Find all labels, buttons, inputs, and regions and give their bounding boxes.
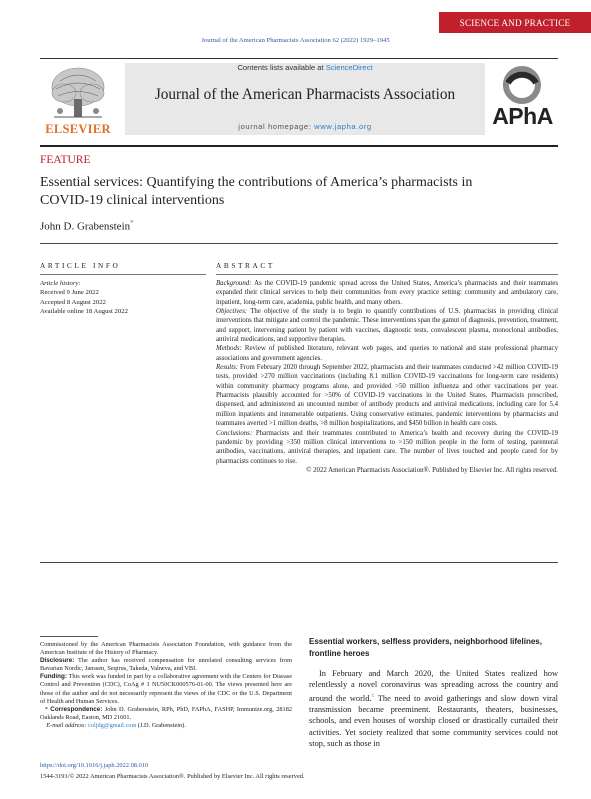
received-date: Received 9 June 2022 [40,289,99,297]
conclusions-text: Pharmacists and their teammates contributed to America’s health and recovery during the COVID-19 pandemic by providing >350 million clinical interventions to >150 million people in the form of testing, parenteral antibodies, vaccinations, antiviral therapies, and inpatient care. The number of lives touched and people cared for by pharmacists continues to rise. [216,429,558,465]
article-info-rule [40,274,206,275]
abstract-conclusions [216,429,558,466]
abstract-heading: ABSTRACT [216,261,275,270]
funding-text: This work was funded in part by a collaborative agreement with the Centers for Disease Control and Prevention (CDC), CoAg # 1 NU50CK000576-01-00. The views presented here are those of the author and do not necessarily represent the views of the CDC or the U.S. Department of Health and Human Services. [40,673,292,705]
issn-copyright: 1544-3191/© 2022 American Pharmacists Association®. Published by Elsevier Inc. All rights reserved. [40,773,305,780]
correspondence-label: Correspondence: [50,705,103,713]
abstract-divider [40,562,558,563]
body-paragraph [309,668,558,750]
footnotes [40,641,292,730]
abstract-copyright: © 2022 American Pharmacists Association®. Published by Elsevier Inc. All rights reserved. [306,466,558,474]
disclosure-label: Disclosure: [40,657,75,665]
contents-line [125,63,485,72]
email-suffix: (J.D. Grabenstein). [137,721,186,729]
abstract-methods [216,344,558,363]
header-divider [40,243,558,244]
elsevier-wordmark: ELSEVIER [45,122,111,136]
footnote-email [40,722,292,730]
abstract-objectives [216,307,558,344]
footnote-commissioned: Commissioned by the American Pharmacists Association Foundation, with guidance from the American Institute of the History of Pharmacy. [40,641,292,657]
contents-prefix: Contents lists available at [237,63,324,72]
reference-1[interactable]: 1 [371,692,375,699]
online-date: Available online 18 August 2022 [40,308,128,316]
footnote-disclosure [40,657,292,673]
email-label: E-mail address: [46,721,87,729]
homepage-prefix: journal homepage: [238,122,312,131]
footnote-rule [40,636,98,637]
disclosure-text: The author has received compensation for unrelated consulting services from Bavarian Nordic, Janssen, Seqirus, Takeda, Valneva, and VBI. [40,657,293,673]
journal-title: Journal of the American Pharmacists Association [154,86,456,103]
abstract-background [216,279,558,307]
section-heading: Essential workers, selfless providers, neighborhood lifelines, frontline heroes [309,637,542,658]
email-link[interactable]: coljdg@gmail.com [88,721,137,729]
homepage-link[interactable]: www.japha.org [314,122,372,131]
masthead-divider [40,145,558,147]
para-start: In February and March 2020, the United States realized how relentlessly a novel coronavirus was spreading across the country and around the world. [309,669,558,703]
methods-text: Review of published literature, relevant web pages, and queries to national and state professional pharmacy associations and government agencies. [216,345,558,362]
correspondence-text: John D. Grabenstein, RPh, PhD, FAPhA, FASHP, Immunize.org, 28182 Oaklands Road, Easton, MD 21601. [40,705,292,721]
background-label: Background: [216,280,252,287]
article-type-label: FEATURE [40,154,91,166]
sciencedirect-link[interactable]: ScienceDirect [325,63,373,72]
results-text: From February 2020 through September 2022, pharmacists and their teammates conducted >42 million COVID-19 tests, provided >270 million vaccinations (including 8.1 million COVID-19 vaccinations for long-term care residents) within community pharmacy programs alone, and provided >50 million influenza and other vaccinations per year. Pharmacists plausibly accounted for >50% of COVID-19 vaccinations in the United States. Pharmacists prescribed, dispensed, and administered an uncounted number of antibody products and antiviral medications, including care for 5.4 million inpatients and innumerable outpatients. Using conservative estimates, pandemic interventions by pharmacists and teammates averted >1 million deaths, >8 million hospitalizations, and $450 billion in health care costs. [216,364,559,428]
author-name[interactable]: John D. Grabenstein [40,220,131,233]
objectives-text: The objective of the study is to begin to quantify contributions of U.S. pharmacists in providing clinical interventions that mitigate and control the pandemic. These interventions span the gamut of diagnosis, prevention, treatment, and support, intervening patient by patient with vaccines, diagnostic tests, convalescent plasma, monoclonal antibodies, antiviral medications, and supportive therapies. [216,308,558,344]
results-label: Results: [216,364,239,372]
article-info-heading: ARTICLE INFO [40,261,121,270]
accepted-date: Accepted 8 August 2022 [40,298,106,306]
section-tag: SCIENCE AND PRACTICE [439,12,591,33]
doi-link[interactable]: https://doi.org/10.1016/j.japh.2022.08.010 [40,762,149,769]
conclusions-label: Conclusions: [216,429,253,437]
background-text: As the COVID-19 pandemic spread across the United States, America’s pharmacists and their teammates expanded their clinical services to help their communities from every practice setting: community and ambulatory care, inpatient, long-term care, academia, public health, and many others. [216,280,559,306]
abstract-rule [216,274,558,275]
footnote-correspondence [40,706,292,722]
history-label: Article history: [40,280,81,287]
journal-homepage [125,122,485,131]
apha-wordmark: APhA [492,103,553,129]
methods-label: Methods: [216,345,242,353]
abstract-body [216,279,558,475]
author-mark[interactable]: * [130,219,134,227]
article-title: Essential services: Quantifying the contributions of America’s pharmacists in COVID-19 clinical interventions [40,175,473,208]
para-end: The need to avoid gatherings and slow down viral transmission became preeminent. Restaurants, theaters, businesses, schools, and even houses of worship closed or drastically curtailed their activities. Yet society realized that some community services could not stop, such as those in [309,693,558,749]
correspondence-mark: * [44,705,48,713]
objectives-label: Objectives: [216,308,248,316]
article-author [40,219,134,233]
body-column [309,636,558,750]
funding-label: Funding: [40,673,67,681]
article-history [40,279,210,317]
abstract-results [216,363,558,428]
footnote-funding [40,673,292,705]
top-divider [40,58,558,59]
journal-citation[interactable]: Journal of the American Pharmacists Association 62 (2022) 1929–1945 [201,37,390,44]
